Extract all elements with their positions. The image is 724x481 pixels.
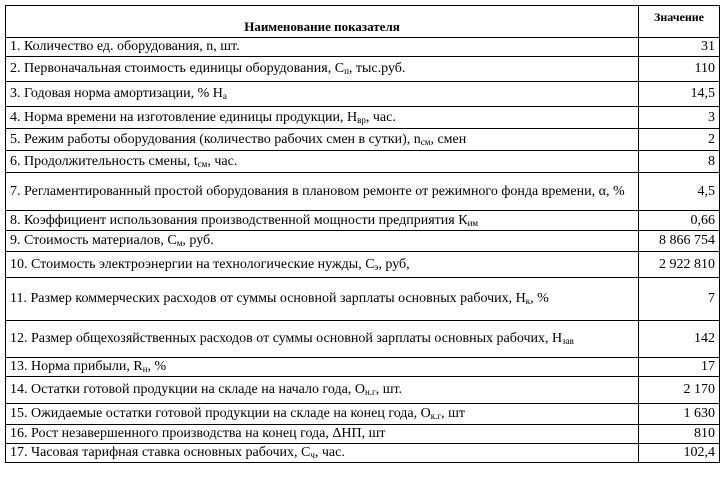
row-value: 2: [639, 129, 720, 151]
table-row: [6, 425, 720, 444]
row-value: 102,4: [639, 444, 720, 463]
indicator-table: [5, 5, 720, 463]
row-label: 2. Первоначальная стоимость единицы оборудования, $С_п$, тыс.руб.: [6, 57, 639, 82]
row-label: 16. Рост незавершенного производства на конец года, ΔНП, шт: [6, 425, 639, 444]
table-row: [6, 231, 720, 252]
row-value: 3: [639, 107, 720, 129]
row-label: 6. Продолжительность смены, $t_{см}$, час.: [6, 151, 639, 173]
row-value: 4,5: [639, 173, 720, 211]
row-value: 31: [639, 38, 720, 57]
row-value: 8: [639, 151, 720, 173]
row-label: 7. Регламентированный простой оборудования в плановом ремонте от режимного фонда времени, α, %: [6, 173, 639, 211]
table-header-row: [6, 6, 720, 38]
row-value: 7: [639, 278, 720, 321]
row-label: 10. Стоимость электроэнергии на технологические нужды, $С_э$, руб,: [6, 252, 639, 278]
table-row: [6, 252, 720, 278]
row-value: 0,66: [639, 211, 720, 231]
table-row: [6, 129, 720, 151]
row-label: 11. Размер коммерческих расходов от суммы основной зарплаты основных рабочих, $Н_к$, %: [6, 278, 639, 321]
table-row: [6, 57, 720, 82]
row-label: 13. Норма прибыли, $R_н$, %: [6, 358, 639, 377]
table-row: [6, 278, 720, 321]
table-row: [6, 211, 720, 231]
table-row: [6, 38, 720, 57]
row-label: 8. Коэффициент использования производственной мощности предприятия $К_{им}$: [6, 211, 639, 231]
column-header-value: Значение: [639, 6, 720, 38]
row-label: 4. Норма времени на изготовление единицы продукции, $Н_{вр}$, час.: [6, 107, 639, 129]
row-label: 5. Режим работы оборудования (количество рабочих смен в сутки), $n_{см}$, смен: [6, 129, 639, 151]
row-value: 2 922 810: [639, 252, 720, 278]
table-row: [6, 321, 720, 358]
row-value: 14,5: [639, 82, 720, 107]
row-value: 142: [639, 321, 720, 358]
row-value: 17: [639, 358, 720, 377]
table-row: [6, 404, 720, 425]
row-label: 3. Годовая норма амортизации, % $Н_а$: [6, 82, 639, 107]
row-label: 17. Часовая тарифная ставка основных рабочих, $С_ч$, час.: [6, 444, 639, 463]
row-value: 810: [639, 425, 720, 444]
table-row: [6, 107, 720, 129]
row-label: 15. Ожидаемые остатки готовой продукции на складе на конец года, $О_{к.г}$, шт: [6, 404, 639, 425]
row-label: 12. Размер общехозяйственных расходов от суммы основной зарплаты основных рабочих, $Н_{зав}$: [6, 321, 639, 358]
row-value: 110: [639, 57, 720, 82]
row-value: 8 866 754: [639, 231, 720, 252]
table-row: [6, 358, 720, 377]
table-row: [6, 444, 720, 463]
column-header-name: Наименование показателя: [6, 6, 639, 38]
row-value: 2 170: [639, 377, 720, 404]
row-label: 1. Количество ед. оборудования, n, шт.: [6, 38, 639, 57]
table-row: [6, 377, 720, 404]
table-row: [6, 82, 720, 107]
row-label: 14. Остатки готовой продукции на складе на начало года, $О_{н.г}$, шт.: [6, 377, 639, 404]
row-label: 9. Стоимость материалов, $С_м$, руб.: [6, 231, 639, 252]
table-row: [6, 173, 720, 211]
row-value: 1 630: [639, 404, 720, 425]
table-row: [6, 151, 720, 173]
